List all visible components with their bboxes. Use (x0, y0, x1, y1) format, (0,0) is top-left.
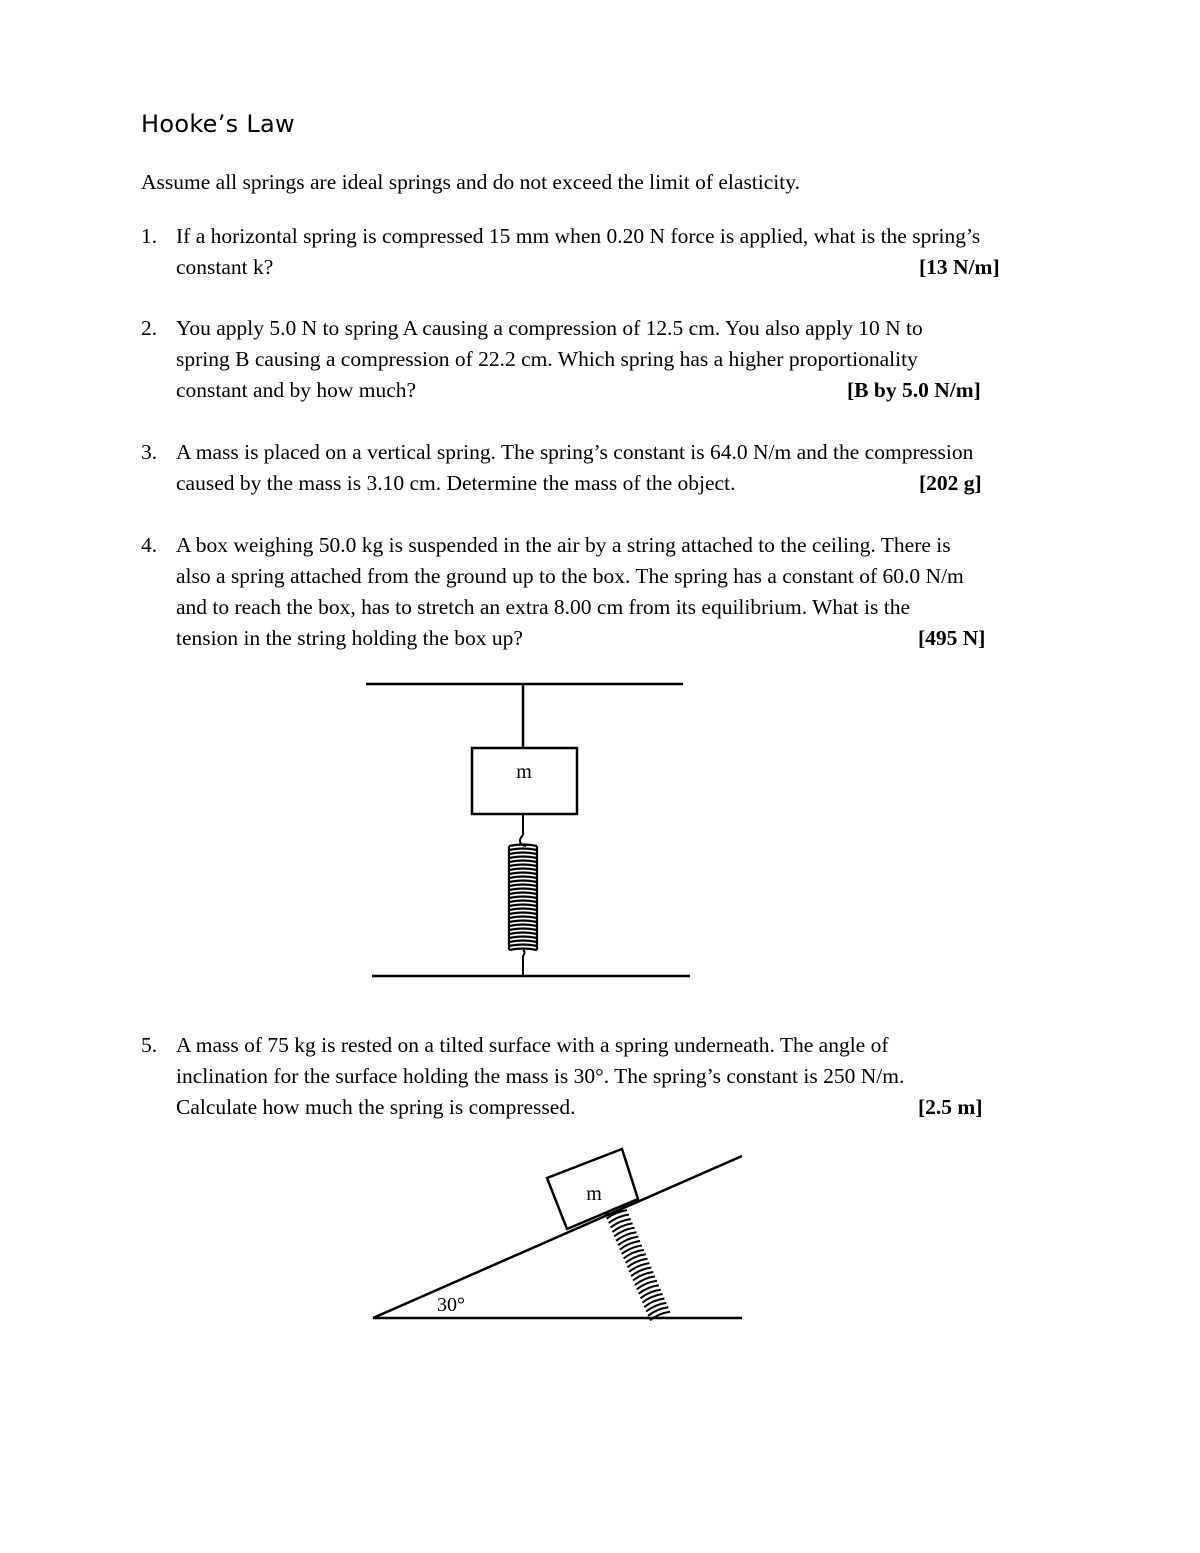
spring-coil (509, 917, 537, 919)
spring-coil (509, 853, 537, 855)
mass-label: m (516, 761, 532, 783)
question-line: tension in the string holding the box up? (176, 626, 523, 650)
question-number: 3. (141, 440, 158, 464)
question-line: and to reach the box, has to stretch an extra 8.00 cm from its equilibrium. What is the (176, 595, 910, 619)
page-title: Hooke’s Law (141, 110, 295, 138)
question-line: constant k? (176, 255, 274, 279)
spring-coil (509, 873, 537, 875)
question-number: 4. (141, 533, 158, 557)
spring-coil (509, 869, 537, 871)
question-line: constant and by how much? (176, 378, 417, 402)
intro-text: Assume all springs are ideal springs and do not exceed the limit of elasticity. (141, 170, 800, 194)
question-line: If a horizontal spring is compressed 15 mm when 0.20 N force is applied, what is the spring’s (176, 224, 981, 248)
spring-coil (509, 905, 537, 907)
question-line: inclination for the surface holding the mass is 30°. The spring’s constant is 250 N/m. (176, 1064, 905, 1088)
spring-coil (509, 945, 537, 947)
question-number: 5. (141, 1033, 158, 1057)
spring-coil (509, 941, 537, 943)
answer: [13 N/m] (919, 255, 1000, 279)
spring-coil (509, 857, 537, 859)
spring-coil (509, 865, 537, 867)
incline-spring (605, 1206, 670, 1321)
question-line: A mass of 75 kg is rested on a tilted surface with a spring underneath. The angle of (176, 1033, 889, 1057)
vertical-spring (509, 845, 537, 951)
spring-coil (509, 889, 537, 891)
spring-coil (509, 849, 537, 851)
answer: [B by 5.0 N/m] (847, 378, 981, 402)
hanging-mass-diagram (366, 684, 690, 976)
answer: [202 g] (919, 471, 982, 495)
answer: [2.5 m] (918, 1095, 983, 1119)
spring-coil (509, 881, 537, 883)
spring-coil (509, 921, 537, 923)
spring-coil (509, 909, 537, 911)
spring-coil (509, 913, 537, 915)
incline-diagram (373, 1149, 742, 1320)
question-line: A box weighing 50.0 kg is suspended in the air by a string attached to the ceiling. There is (176, 533, 951, 557)
spring-coil (509, 901, 537, 903)
angle-label: 30° (437, 1294, 465, 1316)
question-line: A mass is placed on a vertical spring. The spring’s constant is 64.0 N/m and the compression (176, 440, 974, 464)
question-number: 2. (141, 316, 158, 340)
spring-coil (509, 877, 537, 879)
spring-coil (509, 949, 537, 951)
question-line: Calculate how much the spring is compressed. (176, 1095, 576, 1119)
answer: [495 N] (918, 626, 986, 650)
spring-coil (509, 925, 537, 927)
incline-mass-label: m (586, 1183, 602, 1205)
spring-coil (509, 929, 537, 931)
spring-coil (509, 933, 537, 935)
spring-coil (509, 893, 537, 895)
spring-coil (509, 861, 537, 863)
spring-coil (509, 885, 537, 887)
question-line: spring B causing a compression of 22.2 cm. Which spring has a higher proportionality (176, 347, 918, 371)
question-line: caused by the mass is 3.10 cm. Determine the mass of the object. (176, 471, 736, 495)
question-line: You apply 5.0 N to spring A causing a compression of 12.5 cm. You also apply 10 N to (176, 316, 923, 340)
question-number: 1. (141, 224, 158, 248)
spring-coil (509, 897, 537, 899)
question-line: also a spring attached from the ground up to the box. The spring has a constant of 60.0 N/m (176, 564, 964, 588)
spring-coil (509, 937, 537, 939)
